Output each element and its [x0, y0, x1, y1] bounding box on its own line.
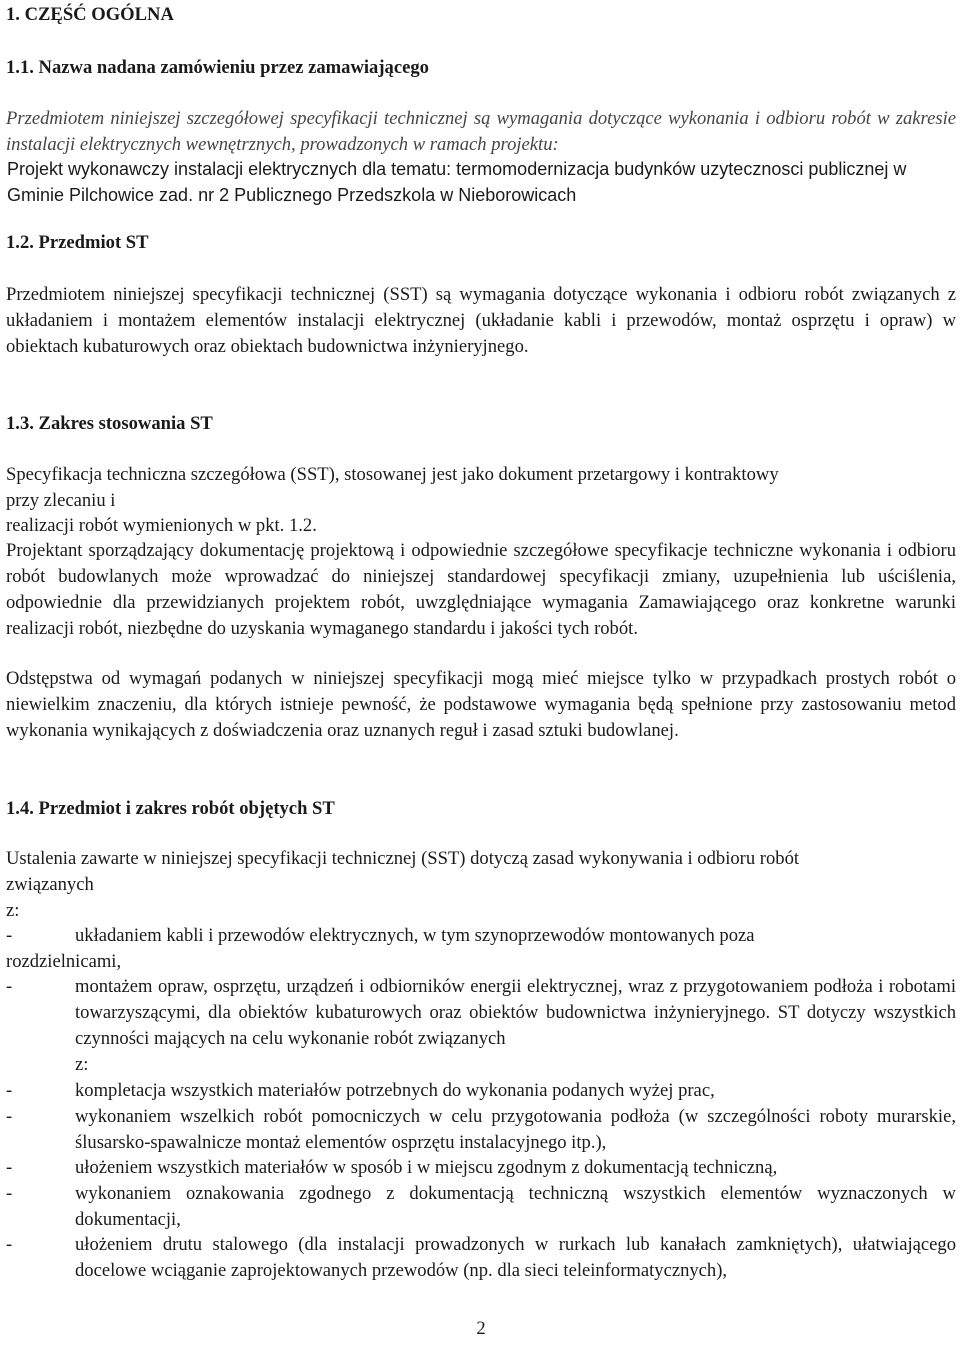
section-heading-1: 1. CZĘŚĆ OGÓLNA [6, 4, 174, 25]
list-dash: - [6, 1106, 13, 1127]
paragraph-1-4-line-3: z: [6, 900, 20, 921]
paragraph-1-3-line-2: przy zlecaniu i [6, 490, 116, 511]
list-item-fixtures-tail: z: [75, 1054, 89, 1075]
list-item-text: montażem opraw, osprzętu, urządzeń i odbiorników energii elektrycznej, wraz z przygotowaniem podłoża i robotami towarzyszącymi, dla obiektów kubaturowych oraz obiektów budownictwa inżynieryjnego. ST dotyczy wszystkich czynności mających na celu wykonanie robót związanych [75, 976, 956, 1049]
list-item-marking [6, 1181, 956, 1233]
list-item-steel-wire [6, 1232, 956, 1284]
list-item-laying [6, 1155, 956, 1181]
section-heading-1-2: 1.2. Przedmiot ST [6, 232, 149, 253]
document-page [6, 0, 956, 1348]
list-dash: - [6, 925, 13, 946]
paragraph-1-3-deviations: Odstępstwa od wymagań podanych w niniejszej specyfikacji mogą mieć miejsce tylko w przypadkach prostych robót o niewielkim znaczeniu, dla których istnieje pewność, że podstawowe wymagania będą spełnione przy zastosowaniu metod wykonania wynikających z doświadczenia oraz uznanych reguł i zasad sztuki budowlanej. [6, 668, 956, 741]
list-dash: - [6, 1080, 13, 1101]
paragraph-1-4-line-1: Ustalenia zawarte w niniejszej specyfikacji technicznej (SST) dotyczą zasad wykonywania i odbioru robót [6, 848, 800, 869]
page-number: 2 [476, 1318, 486, 1339]
paragraph-1-4-line-2: związanych [6, 874, 94, 895]
paragraph-1-2: Przedmiotem niniejszej specyfikacji technicznej (SST) są wymagania dotyczące wykonania i odbioru robót związanych z układaniem i montażem elementów instalacji elektrycznej (układanie kabli i przewodów, montaż osprzętu i opraw) w obiektach kubaturowych oraz obiektach budownictwa inżynieryjnego. [6, 284, 956, 357]
paragraph-1-1-intro: Przedmiotem niniejszej szczegółowej specyfikacji technicznej są wymagania dotyczące wykonania i odbioru robót w zakresie instalacji elektrycznych wewnętrznych, prowadzonych w ramach projektu: [6, 108, 956, 155]
list-item-auxiliary-works [6, 1104, 956, 1156]
paragraph-1-3-line-3: realizacji robót wymienionych w pkt. 1.2. [6, 515, 317, 536]
list-dash: - [6, 1234, 13, 1255]
paragraph-1-3-designer: Projektant sporządzający dokumentację projektową i odpowiednie szczegółowe specyfikacje techniczne wykonania i odbioru robót budowlanych może wprowadzać do niniejszej standardowej specyfikacji zmiany, uzupełnienia lub uściślenia, odpowiednie dla przewidzianych projektem robót, uwzględniające wymagania Zamawiającego oraz konkretne warunki realizacji robót, niezbędne do uzyskania wymaganego standardu i jakości tych robót. [6, 540, 956, 639]
list-dash: - [6, 1183, 13, 1204]
paragraph-1-1-project: Projekt wykonawczy instalacji elektrycznych dla tematu: termomodernizacja budynków uzytecznosci publicznej w Gminie Pilchowice zad. nr 2 Publicznego Przedszkola w Nieborowicach [7, 159, 907, 205]
list-item-materials [6, 1078, 956, 1104]
list-dash: - [6, 976, 13, 997]
list-item-fixtures [6, 974, 956, 1052]
list-item-cables [6, 923, 956, 949]
list-item-cables-continuation: rozdzielnicami, [6, 951, 122, 972]
section-heading-1-4: 1.4. Przedmiot i zakres robót objętych ST [6, 798, 335, 819]
list-item-text: wykonaniem wszelkich robót pomocniczych w celu przygotowania podłoża (w szczególności roboty murarskie, ślusarsko-spawalnicze montaż elementów osprzętu instalacyjnego itp.), [75, 1106, 956, 1153]
list-dash: - [6, 1157, 13, 1178]
list-item-text: wykonaniem oznakowania zgodnego z dokumentacją techniczną wszystkich elementów wyznaczonych w dokumentacji, [75, 1183, 956, 1230]
section-heading-1-3: 1.3. Zakres stosowania ST [6, 413, 213, 434]
section-heading-1-1: 1.1. Nazwa nadana zamówieniu przez zamawiającego [6, 57, 429, 78]
list-item-text: ułożeniem drutu stalowego (dla instalacji prowadzonych w rurkach lub kanałach zamkniętych), ułatwiającego docelowe wciąganie zaprojektowanych przewodów (np. dla sieci teleinformatycznych), [75, 1234, 956, 1281]
list-item-text: układaniem kabli i przewodów elektrycznych, w tym szynoprzewodów montowanych poza [75, 925, 755, 946]
list-item-text: ułożeniem wszystkich materiałów w sposób i w miejscu zgodnym z dokumentacją techniczną, [75, 1157, 778, 1178]
list-item-text: kompletacja wszystkich materiałów potrzebnych do wykonania podanych wyżej prac, [75, 1080, 715, 1101]
paragraph-1-3-line-1: Specyfikacja techniczna szczegółowa (SST), stosowanej jest jako dokument przetargowy i kontraktowy [6, 464, 779, 485]
